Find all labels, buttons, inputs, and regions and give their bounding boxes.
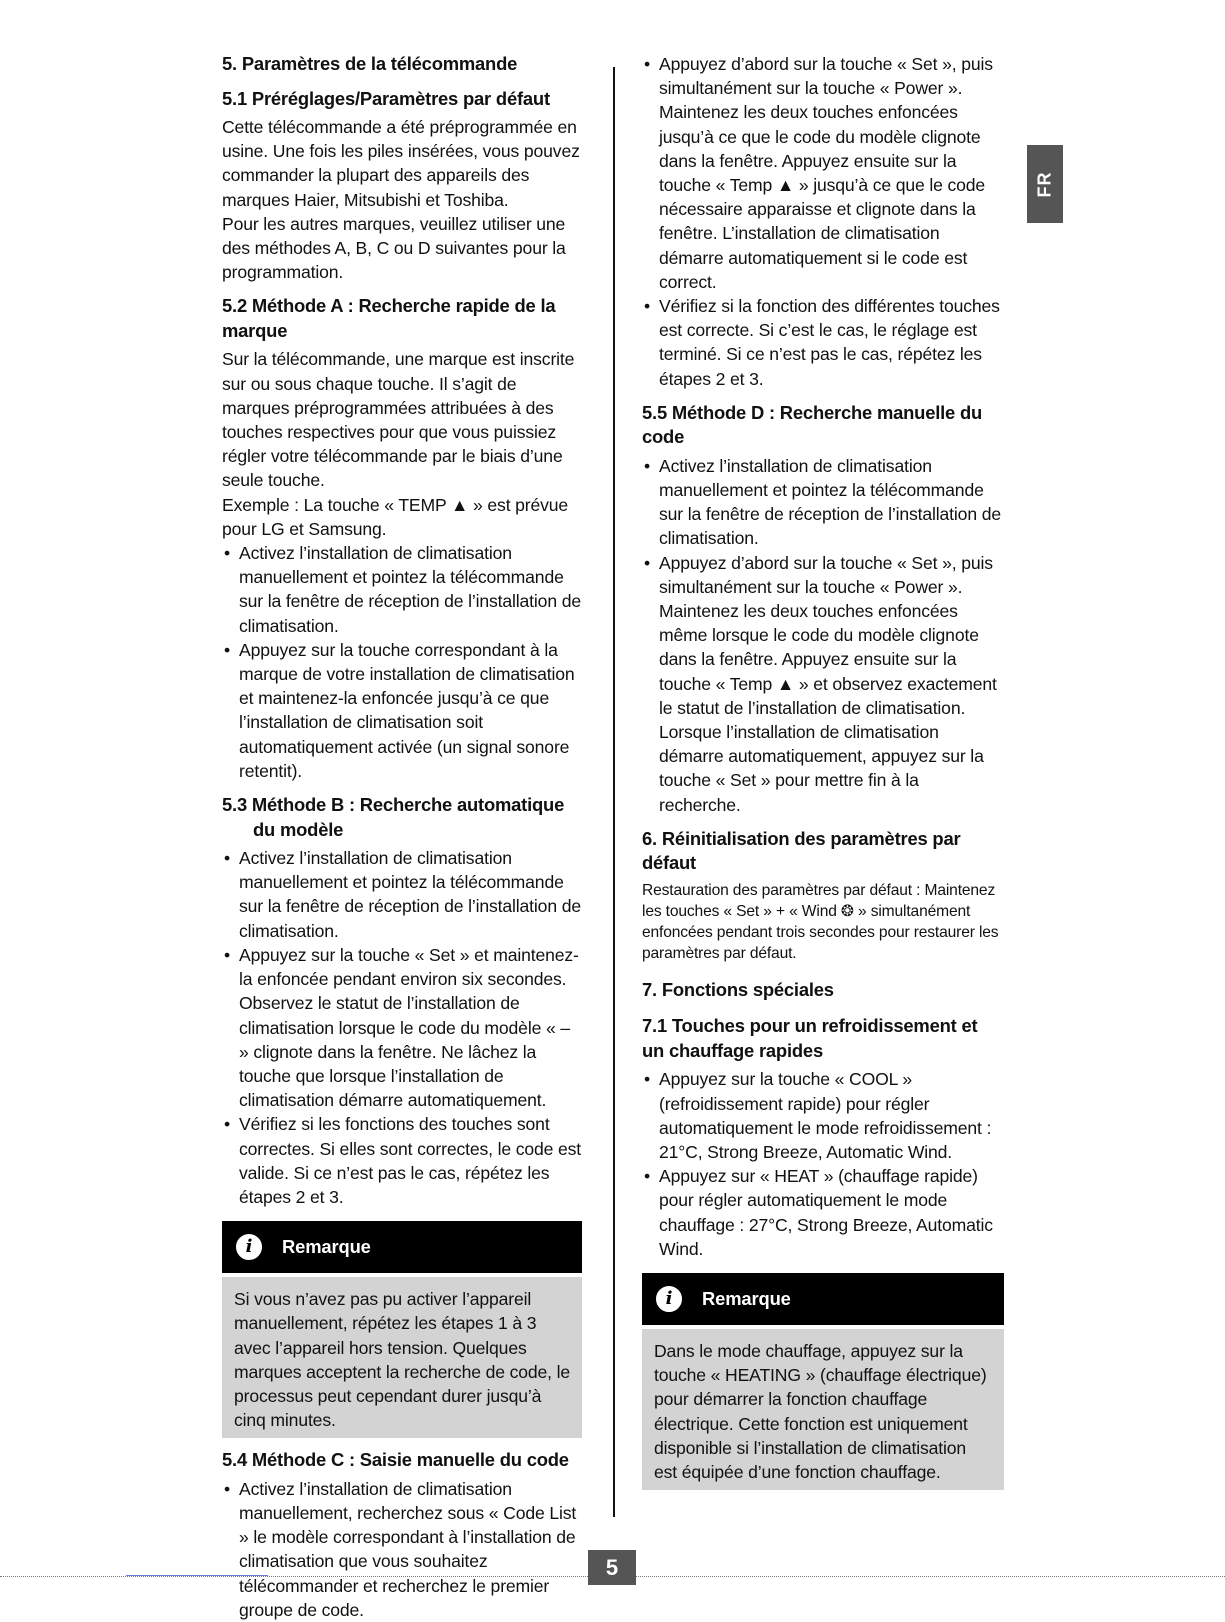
section-5-4-list-continued [642,52,1004,391]
section-5-3-heading-line1: 5.3 Méthode B : Recherche automatique [222,794,565,816]
note-body: Dans le mode chauffage, appuyez sur la touche « HEATING » (chauffage électrique) pour démarrer la fonction chauffage électrique. Cette fonction est uniquement disponible si l’installation de climatisation est équipée d’une fonction chauffage. [642,1329,1004,1490]
info-icon: i [656,1286,682,1312]
list-item: • Activez l’installation de climatisation manuellement et pointez la télécommande sur la fenêtre de réception de l’installation de climatisation. [222,541,582,638]
right-column [642,52,1004,1500]
section-7-heading: 7. Fonctions spéciales [642,978,834,1000]
list-item: • Appuyez sur la touche correspondant à la marque de votre installation de climatisation et maintenez-la enfoncée jusqu’à ce que l’installation de climatisation soit automatiquement activée (un signal sonore retentit). [222,638,582,783]
list-item: • Appuyez d’abord sur la touche « Set », puis simultanément sur la touche « Power ». Maintenez les deux touches enfoncées même lorsque le code du modèle clignote dans la fenêtre. Appuyez ensuite sur la touche « Temp ▲ » et observez exactement le statut de l’installation de climatisation. Lorsque l’installation de climatisation démarre automatiquement, appuyez sur la touche « Set » pour mettre fin à la recherche. [642,551,1004,817]
section-5-2-text: Sur la télécommande, une marque est inscrite sur ou sous chaque touche. Il s’agit de marques préprogrammées attribuées à des touches respectives pour que vous puissiez régler votre télécommande par le biais d’une seule touche. [222,349,575,491]
column-divider [613,67,615,1517]
note-body: Si vous n’avez pas pu activer l’appareil manuellement, répétez les étapes 1 à 3 avec l’appareil hors tension. Quelques marques acceptent la recherche de code, le processus peut cependant durer jusqu’à cinq minutes. [222,1277,582,1438]
list-item: • Appuyez sur la touche « COOL » (refroidissement rapide) pour régler automatiquement le mode refroidissement : 21°C, Strong Breeze, Automatic Wind. [642,1067,1004,1164]
section-7-1-list [642,1067,1004,1261]
note-header [222,1221,582,1273]
note-box-right [642,1273,1004,1490]
footer-dotted-line-right [636,1576,1225,1577]
list-item: • Vérifiez si les fonctions des touches sont correctes. Si elles sont correctes, le code est valide. Si ce n’est pas le cas, répétez les étapes 2 et 3. [222,1112,582,1209]
section-5-heading: 5. Paramètres de la télécommande [222,53,518,74]
section-5-2-list [222,541,582,783]
list-item: • Vérifiez si la fonction des différentes touches est correcte. Si c’est le cas, le réglage est terminé. Si ce n’est pas le cas, répétez les étapes 2 et 3. [642,294,1004,391]
footer-mark [126,1575,268,1576]
list-item: • Activez l’installation de climatisation manuellement et pointez la télécommande sur la fenêtre de réception de l’installation de climatisation. [222,846,582,943]
section-5-3-heading-line2: du modèle [253,818,344,840]
section-6-heading: 6. Réinitialisation des paramètres par défaut [642,827,961,874]
list-item: • Appuyez sur la touche « Set » et maintenez-la enfoncée pendant environ six secondes. Observez le statut de l’installation de climatisation lorsque le code du modèle « – » clignote dans la fenêtre. Ne lâchez la touche que lorsque l’installation de climatisation démarre automatiquement. [222,943,582,1112]
section-5-2-example: Exemple : La touche « TEMP ▲ » est prévue pour LG et Samsung. [222,494,569,539]
list-item: • Activez l’installation de climatisation manuellement, recherchez sous « Code List » le modèle correspondant à l’installation de climatisation que vous souhaitez télécommander et recherchez le premier groupe de code. [222,1477,582,1622]
note-header [642,1273,1004,1325]
language-tab [1027,145,1063,223]
section-5-1-heading: 5.1 Préréglages/Paramètres par défaut [222,87,550,109]
list-item: • Activez l’installation de climatisation manuellement et pointez la télécommande sur la fenêtre de réception de l’installation de climatisation. [642,454,1004,551]
section-5-3-heading [222,793,582,842]
section-5-3-list [222,846,582,1209]
note-box-left [222,1221,582,1438]
left-column [222,52,582,1622]
list-item: • Appuyez d’abord sur la touche « Set », puis simultanément sur la touche « Power ». Maintenez les deux touches enfoncées jusqu’à ce que le code du modèle clignote dans la fenêtre. Appuyez ensuite sur la touche « Temp ▲ » jusqu’à ce que le code nécessaire apparaisse et clignote dans la fenêtre. L’installation de climatisation démarre automatiquement si le code est correct. [642,52,1004,294]
section-5-5-heading: 5.5 Méthode D : Recherche manuelle du code [642,401,983,448]
note-title: Remarque [282,1236,371,1258]
section-7-1-heading: 7.1 Touches pour un refroidissement et un chauffage rapides [642,1015,978,1061]
section-5-2-heading: 5.2 Méthode A : Recherche rapide de la marque [222,295,556,341]
section-5-4-heading: 5.4 Méthode C : Saisie manuelle du code [222,1449,569,1471]
section-5-4-list [222,1477,582,1622]
section-5-5-list [642,454,1004,817]
section-5-1-text-2: Pour les autres marques, veuillez utiliser une des méthodes A, B, C ou D suivantes pour la programmation. [222,213,566,283]
section-6-text: Restauration des paramètres par défaut : Maintenez les touches « Set » + « Wind ❂ » simultanément enfoncées pendant trois secondes pour restaurer les paramètres par défaut. [642,881,999,962]
note-title: Remarque [702,1287,791,1309]
list-item: • Appuyez sur « HEAT » (chauffage rapide) pour régler automatiquement le mode chauffage : 27°C, Strong Breeze, Automatic Wind. [642,1164,1004,1261]
page-number: 5 [588,1550,636,1585]
section-5-1-text: Cette télécommande a été préprogrammée en usine. Une fois les piles insérées, vous pouvez commander la plupart des appareils des marques Haier, Mitsubishi et Toshiba. [222,117,580,210]
footer-dotted-line-left [0,1576,588,1577]
info-icon: i [236,1234,262,1260]
language-tab-label: FR [1034,171,1055,197]
